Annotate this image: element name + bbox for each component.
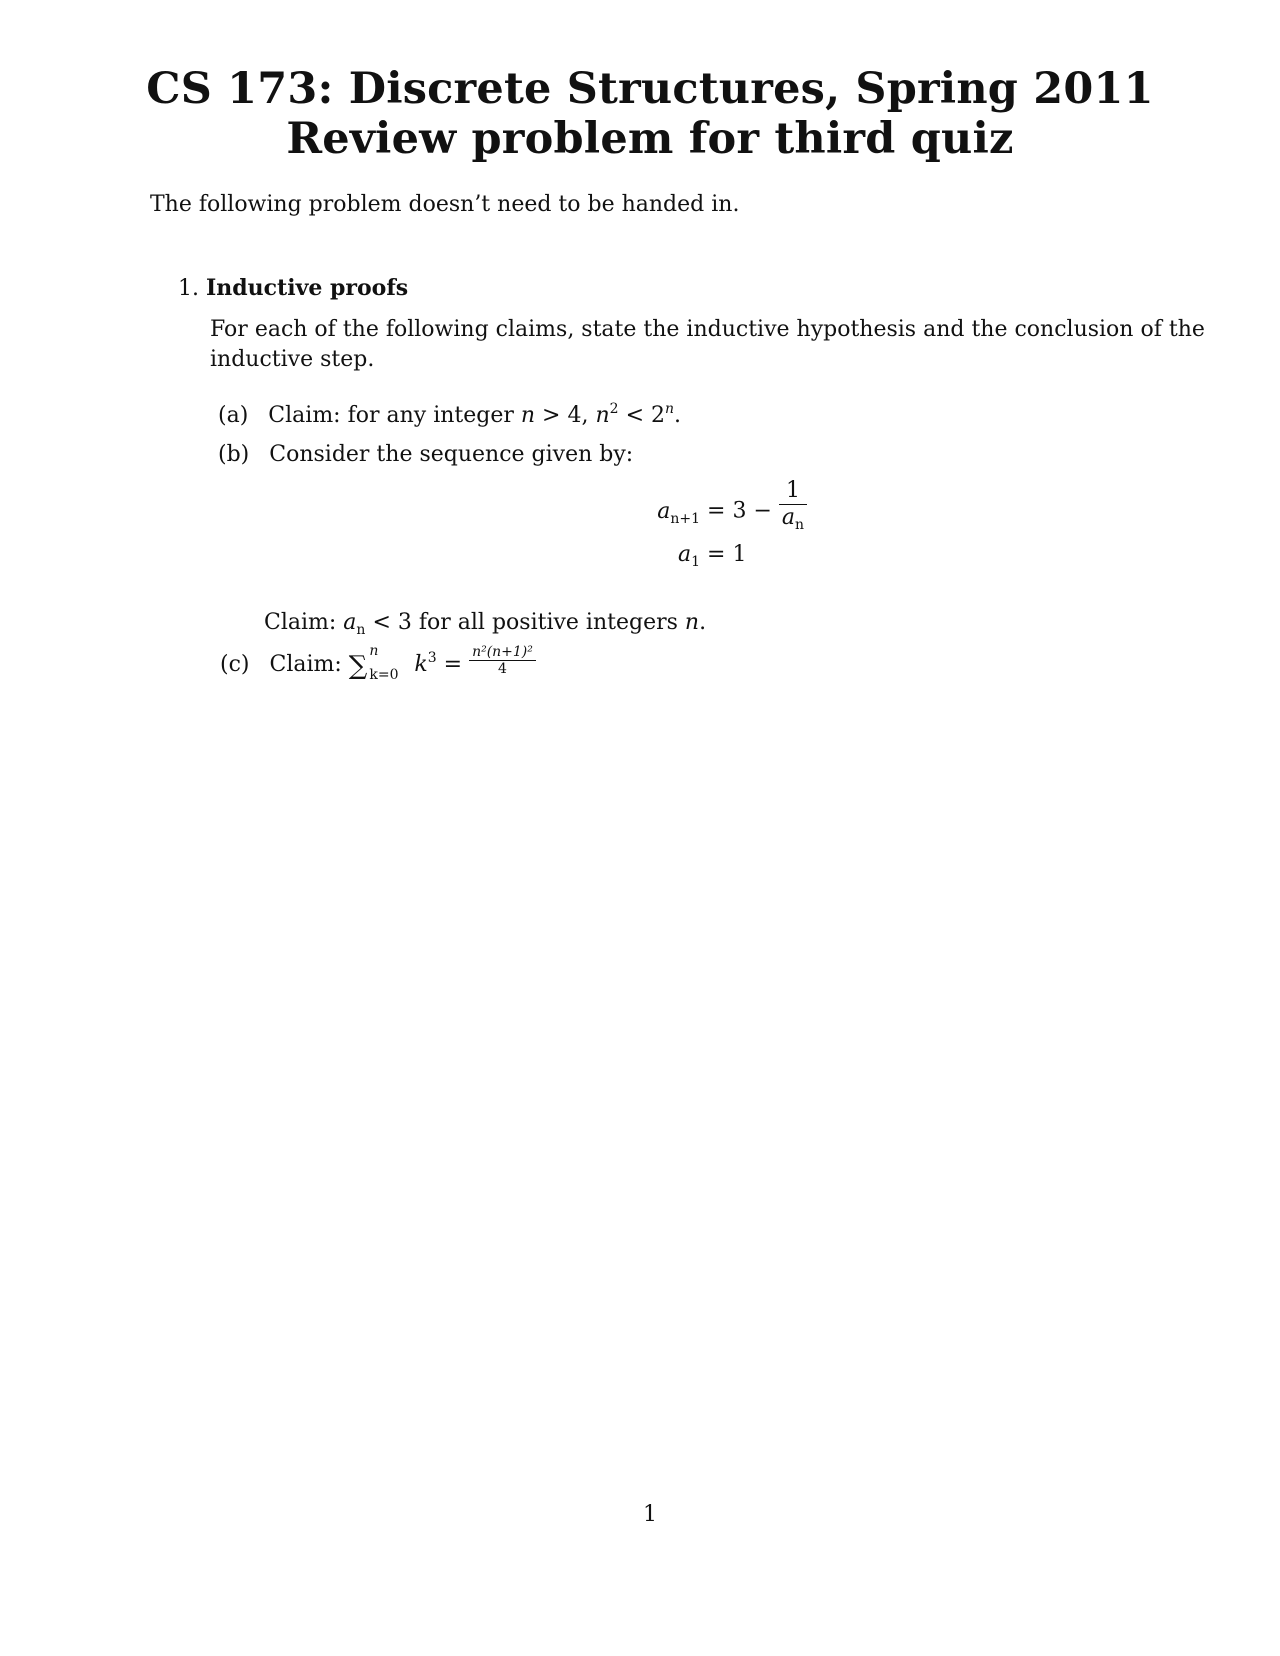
part-a-end: . (674, 403, 682, 428)
part-b (218, 440, 633, 470)
title-line-2: Review problem for third quiz (286, 114, 1014, 164)
problem-number: 1. (178, 276, 199, 301)
part-c-fraction (469, 644, 536, 677)
part-a-text: Claim: for any integer (268, 403, 514, 428)
eq1-minus: − (753, 498, 772, 524)
part-b-claim-end-var: n (684, 610, 700, 635)
part-a-exp-n: n (665, 401, 675, 417)
page-title (0, 64, 1280, 164)
part-a-var-n2: n (595, 403, 610, 428)
part-b-claim-var: a (343, 610, 357, 635)
eq1-denominator: $a_n$ (779, 504, 807, 531)
sum-lower: k=0 (369, 667, 399, 683)
term-var: k (414, 652, 428, 677)
part-b-claim-prefix: Claim: (264, 610, 337, 635)
part-c-numerator: n²(n+1)² (472, 643, 533, 660)
sum-symbol: ∑ (348, 651, 368, 681)
part-b-claim-rel: < (372, 610, 391, 635)
part-b-claim-rest: 3 for all positive integers (397, 610, 678, 635)
term-exp: 3 (427, 650, 437, 666)
eq1-const: 3 (732, 498, 747, 524)
part-b-claim-sub: n (356, 622, 366, 638)
eq2-var: a (677, 542, 692, 567)
title-line-1: CS 173: Discrete Structures, Spring 2011 (146, 64, 1154, 114)
part-a-rel1: > (542, 403, 561, 428)
problem-instructions (210, 315, 1205, 375)
eq2-rel: = (707, 542, 726, 567)
intro-text: The following problem doesn’t need to be handed in. (150, 192, 740, 217)
part-a-label: (a) (218, 403, 249, 428)
part-b-text: Consider the sequence given by: (269, 442, 634, 467)
part-c-label: (c) (220, 652, 250, 677)
part-a-val: 4, (567, 403, 589, 428)
eq1-rel: = (707, 498, 726, 524)
problem-heading (178, 273, 408, 304)
page-number: 1 (643, 1502, 657, 1527)
part-c-rel: = (443, 652, 463, 677)
part-b-claim (264, 608, 706, 638)
problem-title: Inductive proofs (206, 275, 409, 301)
part-a-exp: 2 (609, 401, 619, 417)
part-a-var-n: n (520, 403, 536, 428)
part-b-claim-end: . (699, 610, 707, 635)
equation-recurrence (626, 478, 807, 533)
eq1-numerator: 1 (785, 478, 800, 503)
part-a (218, 401, 681, 431)
eq2-sub: 1 (691, 554, 700, 570)
eq1-lhs-sub: n+1 (670, 510, 700, 527)
part-b-label: (b) (218, 442, 250, 467)
eq2-val: 1 (732, 542, 747, 567)
part-a-rel2: < (625, 403, 645, 428)
eq1-fraction (779, 478, 807, 531)
part-c (220, 643, 536, 683)
part-a-base: 2 (651, 403, 666, 428)
sum-upper: n (369, 643, 379, 659)
eq1-lhs-var: a (657, 498, 671, 524)
instructions-line-1: For each of the following claims, state the inductive hypothesis and the conclusion of the (210, 317, 1205, 342)
instructions-line-2: inductive step. (210, 347, 375, 372)
part-c-denominator: 4 (469, 660, 536, 677)
part-c-text: Claim: (269, 652, 342, 677)
equation-initial (626, 540, 746, 570)
